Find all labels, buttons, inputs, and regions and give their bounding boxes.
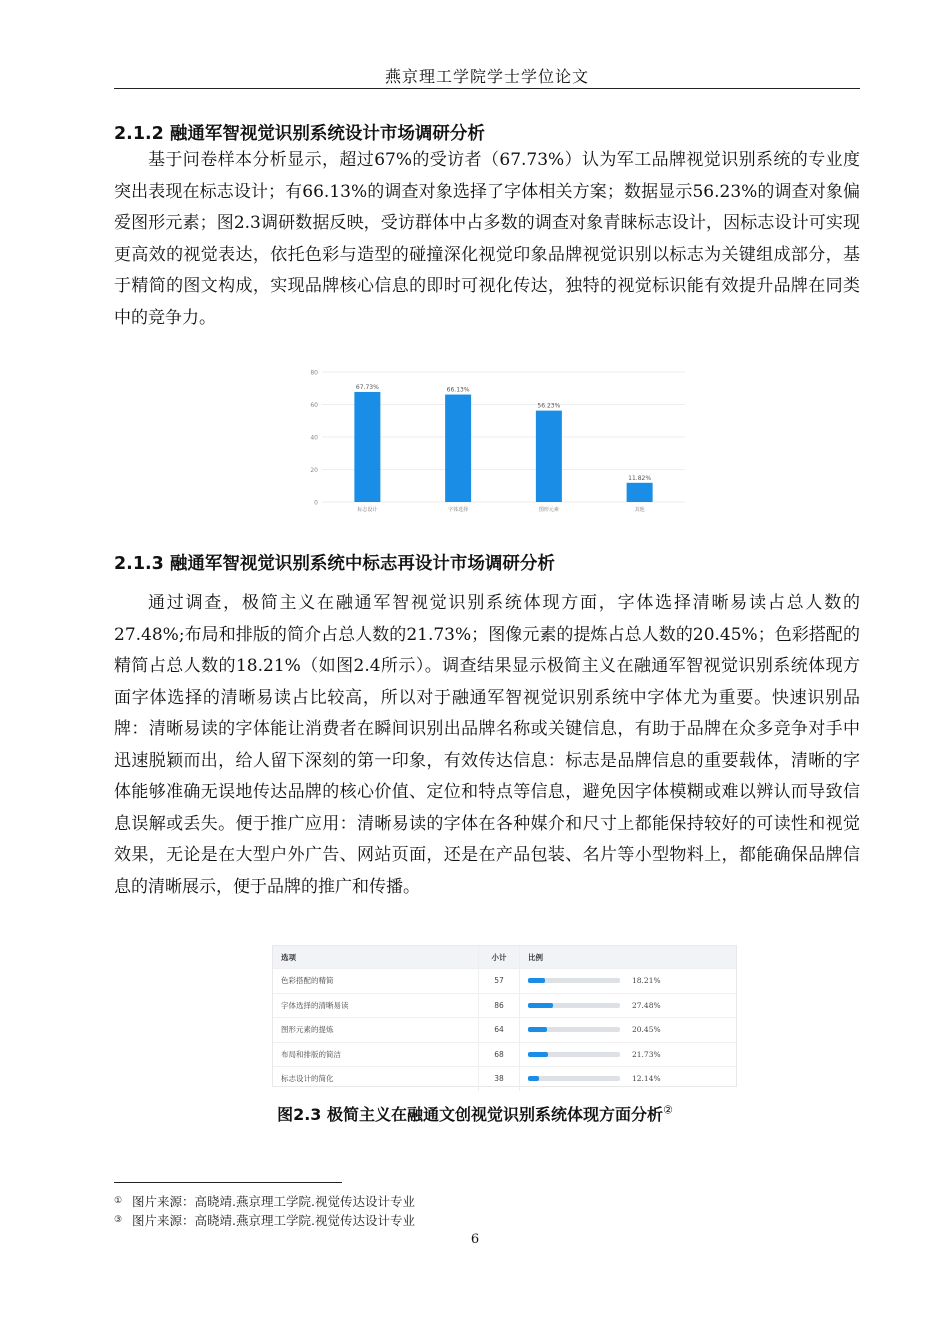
bar-value-label: 67.73% [355,383,379,391]
footnote-mark: ③ [114,1215,123,1225]
x-tick-label: 字体选择 [448,507,469,513]
table-row [273,993,736,1018]
header-rule [114,88,860,89]
stats-table [272,945,737,1087]
row-percent: 18.21% [632,976,661,986]
bar [627,483,653,502]
bar [354,392,380,502]
footnote-rule [114,1182,342,1183]
row-ratio-cell [519,994,736,1018]
row-option: 字体选择的清晰易读 [281,1000,349,1010]
row-ratio-cell [519,1043,736,1067]
bar-value-label: 56.23% [537,402,561,410]
table-header-row [273,946,736,968]
row-option: 布局和排版的简洁 [281,1049,341,1059]
table-row [273,968,736,993]
footnote [114,1192,415,1210]
ratio-bar-fill [528,1003,553,1008]
page-number: 6 [470,1232,480,1247]
ratio-bar-track [528,1027,620,1032]
ratio-bar-track [528,978,620,983]
header-ratio: 比例 [519,946,736,968]
row-percent: 21.73% [632,1049,661,1059]
x-tick-label: 其他 [634,507,645,513]
row-ratio-cell [519,1018,736,1042]
section-2-1-3-paragraph: 通过调查，极简主义在融通军智视觉识别系统体现方面，字体选择清晰易读占总人数的27.48%;布局和排版的简介占总人数的21.73%；图像元素的提炼占总人数的20.45%；色彩搭配的精简占总人数的18.21%（如图2.4所示）。调查结果显示极简主义在融通军智视觉识别系统体现方面字体选择的清晰易读占比较高，所以对于融通军智视觉识别系统中字体尤为重要。快速识别品牌：清晰易读的字体能让消费者在瞬间识别出品牌名称或关键信息，有助于品牌在众多竞争对手中迅速脱颖而出，给人留下深刻的第一印象，有效传达信息：标志是品牌信息的重要载体，清晰的字体能够准确无误地传达品牌的核心价值、定位和特点等信息，避免因字体模糊或难以辨认而导致信息误解或丢失。便于推广应用：清晰易读的字体在各种媒介和尺寸上都能保持较好的可读性和视觉效果，无论是在大型户外广告、网站页面，还是在产品包装、名片等小型物料上，都能确保品牌信息的清晰展示，便于品牌的推广和传播。 [114,593,860,897]
row-option: 色彩搭配的精简 [281,976,334,986]
running-header: 燕京理工学院学士学位论文 [384,67,589,86]
footnote [114,1211,415,1229]
table-row [273,1042,736,1067]
row-count: 64 [478,1018,519,1042]
bar [536,411,562,502]
row-percent: 27.48% [632,1000,661,1010]
ratio-bar-fill [528,1076,539,1081]
figure-caption-text: 图2.3 极简主义在融通文创视觉识别系统体现方面分析 [277,1105,664,1124]
row-count: 68 [478,1043,519,1067]
figure-caption [0,1102,950,1125]
y-tick-label: 40 [310,434,318,442]
row-percent: 20.45% [632,1025,661,1035]
ratio-bar-track [528,1003,620,1008]
row-percent: 12.14% [632,1074,661,1084]
bar-value-label: 66.13% [446,386,470,394]
bar [445,395,471,502]
section-2-1-2-paragraph: 基于问卷样本分析显示，超过67%的受访者（67.73%）认为军工品牌视觉识别系统的专业度突出表现在标志设计；有66.13%的调查对象选择了字体相关方案；数据显示56.23%的调查对象偏爱图形元素；图2.3调研数据反映，受访群体中占多数的调查对象青睐标志设计，因标志设计可实现更高效的视觉表达，依托色彩与造型的碰撞深化视觉印象品牌视觉识别以标志为关键组成部分，基于精简的图文构成，实现品牌核心信息的即时可视化传达，独特的视觉标识能有效提升品牌在同类中的竞争力。 [114,150,860,328]
x-tick-label: 标志设计 [357,507,378,513]
row-option: 图形元素的提炼 [281,1025,334,1035]
table-row [273,1017,736,1042]
row-count: 57 [478,969,519,993]
ratio-bar-fill [528,1052,548,1057]
footnote-text: 图片来源：高晓靖.燕京理工学院.视觉传达设计专业 [132,1194,415,1209]
header-option: 选项 [281,952,296,962]
row-count: 86 [478,994,519,1018]
x-tick-label: 图形元素 [538,507,559,513]
section-title-2-1-2: 2.1.2 融通军智视觉识别系统设计市场调研分析 [114,124,485,144]
ratio-bar-fill [528,978,545,983]
ratio-bar-track [528,1052,620,1057]
y-tick-label: 0 [314,499,318,507]
bar-chart [300,360,690,520]
ratio-bar-track [528,1076,620,1081]
y-tick-label: 80 [310,369,318,377]
row-ratio-cell [519,969,736,993]
table-row [273,1066,736,1091]
bar-value-label: 11.82% [628,474,652,482]
footnote-mark: ① [114,1196,123,1206]
row-ratio-cell [519,1067,736,1091]
section-title-2-1-3: 2.1.3 融通军智视觉识别系统中标志再设计市场调研分析 [114,554,555,574]
header-count: 小计 [478,946,519,968]
y-tick-label: 60 [310,402,318,409]
row-option: 标志设计的简化 [281,1074,334,1084]
y-tick-label: 20 [310,467,318,474]
ratio-bar-fill [528,1027,547,1032]
figure-caption-footnote-mark: ② [663,1103,673,1117]
footnote-text: 图片来源：高晓靖.燕京理工学院.视觉传达设计专业 [132,1213,415,1228]
row-count: 38 [478,1067,519,1091]
bar-chart-svg [300,360,690,520]
